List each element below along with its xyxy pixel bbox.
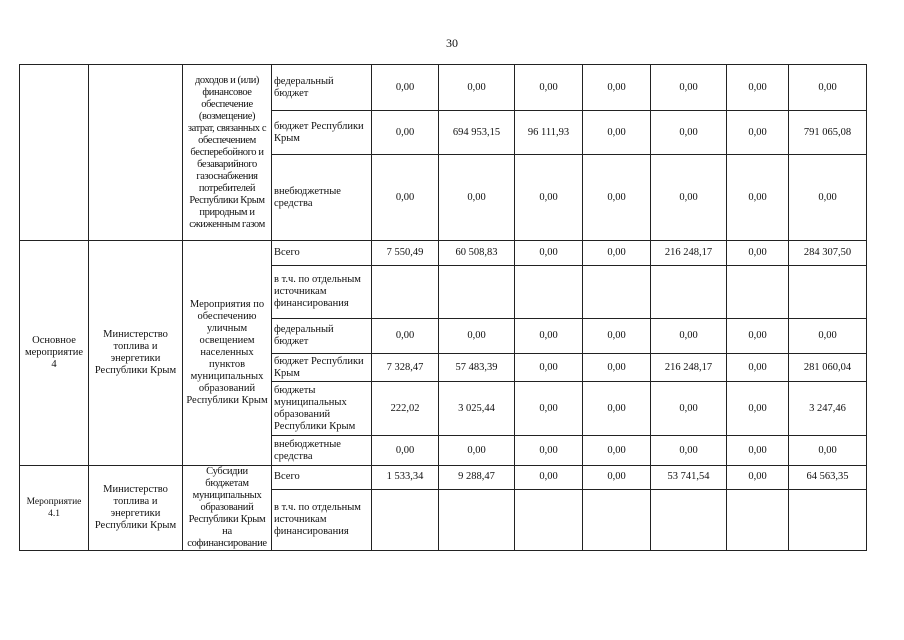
amount-cell: 0,00 <box>583 111 651 155</box>
amount-cell: 0,00 <box>727 65 789 111</box>
amount-cell <box>789 266 867 319</box>
amount-cell <box>439 266 515 319</box>
amount-cell: 0,00 <box>651 111 727 155</box>
amount-cell <box>727 489 789 550</box>
executor-cell: Министерство топлива и энергетики Республики Крым <box>89 241 183 466</box>
funding-source-cell: федеральный бюджет <box>272 319 372 354</box>
amount-cell: 0,00 <box>515 436 583 466</box>
amount-cell <box>515 266 583 319</box>
amount-cell: 64 563,35 <box>789 466 867 490</box>
status-cell: Мероприятие 4.1 <box>20 466 89 551</box>
table-row <box>20 466 867 490</box>
amount-cell <box>583 489 651 550</box>
amount-cell: 57 483,39 <box>439 354 515 382</box>
amount-cell <box>372 266 439 319</box>
funding-source-cell: бюджет Республики Крым <box>272 354 372 382</box>
amount-cell: 0,00 <box>372 155 439 241</box>
executor-cell: Министерство топлива и энергетики Республики Крым <box>89 466 183 551</box>
amount-cell: 0,00 <box>515 354 583 382</box>
amount-cell: 0,00 <box>651 436 727 466</box>
funding-source-cell: бюджет Республики Крым <box>272 111 372 155</box>
amount-cell: 0,00 <box>789 319 867 354</box>
amount-cell: 0,00 <box>727 319 789 354</box>
amount-cell: 0,00 <box>789 155 867 241</box>
amount-cell: 0,00 <box>583 241 651 266</box>
funding-source-cell: Всего <box>272 466 372 490</box>
amount-cell: 0,00 <box>583 65 651 111</box>
amount-cell: 0,00 <box>583 466 651 490</box>
amount-cell: 0,00 <box>583 436 651 466</box>
amount-cell: 0,00 <box>372 436 439 466</box>
amount-cell: 9 288,47 <box>439 466 515 490</box>
amount-cell: 0,00 <box>651 65 727 111</box>
funding-source-cell: Всего <box>272 241 372 266</box>
amount-cell: 0,00 <box>439 436 515 466</box>
amount-cell: 791 065,08 <box>789 111 867 155</box>
amount-cell: 3 025,44 <box>439 382 515 436</box>
funding-source-cell: бюджеты муниципальных образований Республики Крым <box>272 382 372 436</box>
amount-cell: 0,00 <box>727 111 789 155</box>
table-row <box>20 241 867 266</box>
amount-cell: 0,00 <box>583 382 651 436</box>
page-number: 30 <box>446 36 458 50</box>
amount-cell <box>515 489 583 550</box>
amount-cell <box>651 266 727 319</box>
amount-cell: 0,00 <box>515 155 583 241</box>
amount-cell <box>789 489 867 550</box>
amount-cell: 216 248,17 <box>651 354 727 382</box>
amount-cell: 0,00 <box>651 155 727 241</box>
funding-source-cell: внебюджетные средства <box>272 436 372 466</box>
amount-cell: 0,00 <box>789 436 867 466</box>
amount-cell: 0,00 <box>439 319 515 354</box>
amount-cell: 0,00 <box>439 155 515 241</box>
purpose-cell: доходов и (или) финансовое обеспечение (возмещение) затрат, связанных с обеспечением бесперебойного и безаварийного газоснабжения потребителей Республики Крым природным и сжиженным газом <box>183 65 272 241</box>
amount-cell: 0,00 <box>515 65 583 111</box>
amount-cell <box>583 266 651 319</box>
amount-cell <box>727 266 789 319</box>
amount-cell: 0,00 <box>651 319 727 354</box>
table-row <box>20 65 867 111</box>
funding-source-cell: федеральный бюджет <box>272 65 372 111</box>
amount-cell: 222,02 <box>372 382 439 436</box>
amount-cell: 0,00 <box>372 319 439 354</box>
amount-cell: 60 508,83 <box>439 241 515 266</box>
purpose-cell: Субсидии бюджетам муниципальных образований Республики Крым на софинансирование <box>183 466 272 551</box>
funding-source-cell: в т.ч. по отдельным источникам финансирования <box>272 489 372 550</box>
amount-cell <box>651 489 727 550</box>
amount-cell: 0,00 <box>727 155 789 241</box>
amount-cell: 1 533,34 <box>372 466 439 490</box>
amount-cell: 0,00 <box>583 319 651 354</box>
amount-cell: 7 328,47 <box>372 354 439 382</box>
amount-cell: 53 741,54 <box>651 466 727 490</box>
financing-table <box>19 64 867 551</box>
table-body <box>20 65 867 551</box>
amount-cell: 216 248,17 <box>651 241 727 266</box>
amount-cell <box>439 489 515 550</box>
amount-cell: 0,00 <box>439 65 515 111</box>
amount-cell: 0,00 <box>372 111 439 155</box>
amount-cell: 96 111,93 <box>515 111 583 155</box>
status-cell: Основное мероприятие 4 <box>20 241 89 466</box>
status-cell <box>20 65 89 241</box>
amount-cell: 281 060,04 <box>789 354 867 382</box>
amount-cell: 7 550,49 <box>372 241 439 266</box>
executor-cell <box>89 65 183 241</box>
amount-cell <box>372 489 439 550</box>
amount-cell: 0,00 <box>515 466 583 490</box>
amount-cell: 0,00 <box>583 354 651 382</box>
amount-cell: 0,00 <box>789 65 867 111</box>
amount-cell: 0,00 <box>727 382 789 436</box>
amount-cell: 0,00 <box>651 382 727 436</box>
amount-cell: 284 307,50 <box>789 241 867 266</box>
amount-cell: 694 953,15 <box>439 111 515 155</box>
amount-cell: 0,00 <box>515 319 583 354</box>
amount-cell: 0,00 <box>727 241 789 266</box>
purpose-cell: Мероприятия по обеспечению уличным освещением населенных пунктов муниципальных образований Республики Крым <box>183 241 272 466</box>
amount-cell: 0,00 <box>583 155 651 241</box>
amount-cell: 0,00 <box>727 436 789 466</box>
amount-cell: 0,00 <box>515 241 583 266</box>
funding-source-cell: в т.ч. по отдельным источникам финансирования <box>272 266 372 319</box>
funding-source-cell: внебюджетные средства <box>272 155 372 241</box>
amount-cell: 0,00 <box>372 65 439 111</box>
amount-cell: 0,00 <box>727 466 789 490</box>
amount-cell: 3 247,46 <box>789 382 867 436</box>
amount-cell: 0,00 <box>727 354 789 382</box>
amount-cell: 0,00 <box>515 382 583 436</box>
